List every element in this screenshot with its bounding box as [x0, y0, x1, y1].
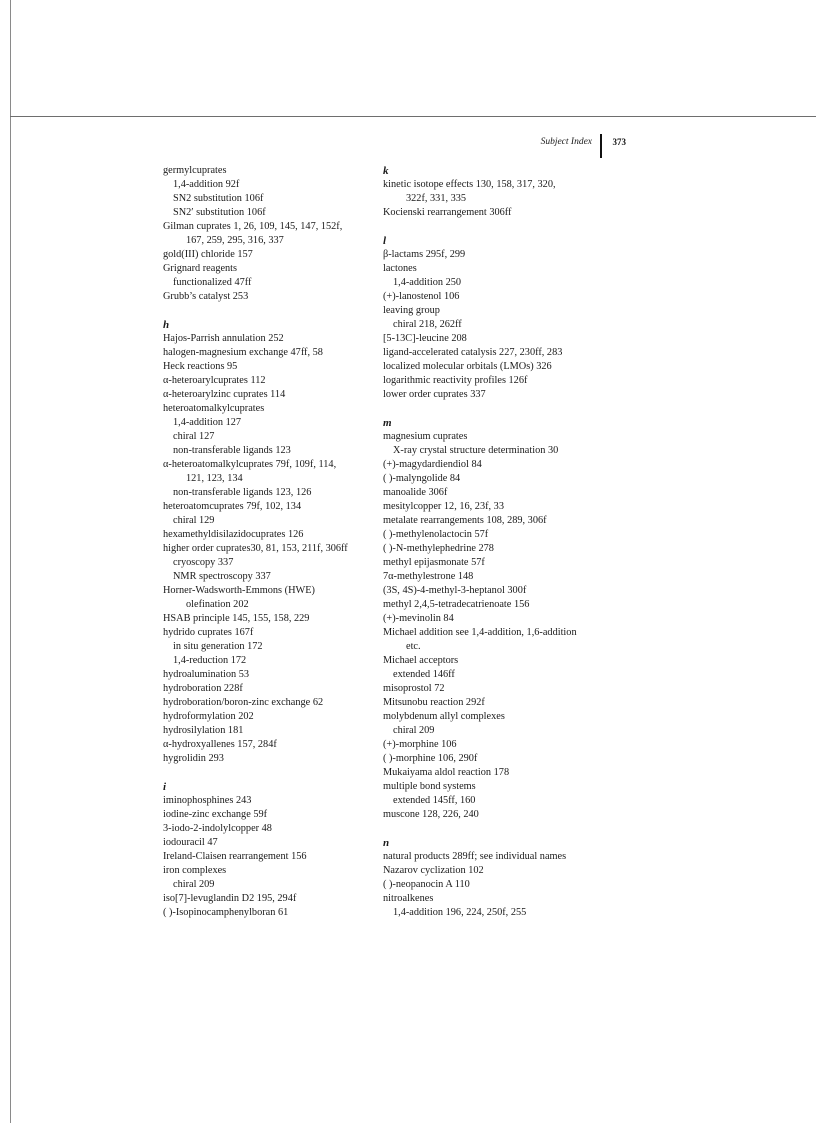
index-entry: ( )-malyngolide 84 — [383, 473, 461, 484]
index-entry: Nazarov cyclization 102 — [383, 865, 484, 876]
index-entry: HSAB principle 145, 155, 158, 229 — [163, 613, 310, 624]
index-entry: lactones — [383, 263, 417, 274]
index-subentry: 1,4-addition 196, 224, 250f, 255 — [393, 907, 527, 918]
index-subentry: extended 146ff — [393, 669, 455, 680]
section-letter: l — [383, 235, 387, 247]
index-column-left — [163, 164, 373, 920]
index-subentry: SN2′ substitution 106f — [173, 207, 266, 218]
index-entry: methyl epijasmonate 57f — [383, 557, 485, 568]
index-entry: iso[7]-levuglandin D2 195, 294f — [163, 893, 297, 904]
index-subentry: 1,4-addition 250 — [393, 277, 462, 288]
section-letter: n — [383, 837, 390, 849]
section-spacer — [163, 766, 373, 780]
index-entry: molybdenum allyl complexes — [383, 711, 505, 722]
section-spacer — [383, 220, 593, 234]
index-entry: multiple bond systems — [383, 781, 476, 792]
index-entry: Grubb’s catalyst 253 — [163, 291, 249, 302]
index-subentry: functionalized 47ff — [173, 277, 252, 288]
index-entry: iron complexes — [163, 865, 227, 876]
index-entry: manoalide 306f — [383, 487, 448, 498]
index-subentry: X-ray crystal structure determination 30 — [393, 445, 559, 456]
index-entry: (+)-morphine 106 — [383, 739, 457, 750]
index-entry: hydrosilylation 181 — [163, 725, 244, 736]
index-subentry: NMR spectroscopy 337 — [173, 571, 271, 582]
index-entry: 3-iodo-2-indolylcopper 48 — [163, 823, 272, 834]
section-letter: h — [163, 319, 170, 331]
index-entry: halogen-magnesium exchange 47ff, 58 — [163, 347, 323, 358]
index-entry: Mitsunobu reaction 292f — [383, 697, 485, 708]
index-subentry: non-transferable ligands 123 — [173, 445, 291, 456]
index-entry-continuation: 322f, 331, 335 — [406, 193, 467, 204]
index-entry: Hajos-Parrish annulation 252 — [163, 333, 284, 344]
index-entry-continuation: etc. — [406, 641, 421, 652]
crop-mark-horizontal — [10, 116, 816, 117]
index-entry: methyl 2,4,5-tetradecatrienoate 156 — [383, 599, 530, 610]
section-letter: m — [383, 417, 392, 429]
index-entry: β-lactams 295f, 299 — [383, 249, 466, 260]
index-entry: (+)-mevinolin 84 — [383, 613, 454, 624]
index-subentry: chiral 209 — [393, 725, 435, 736]
index-entry: hydroboration/boron-zinc exchange 62 — [163, 697, 324, 708]
index-subentry: chiral 129 — [173, 515, 215, 526]
index-entry: α-heteroarylcuprates 112 — [163, 375, 266, 386]
index-entry: germylcuprates — [163, 165, 227, 176]
index-subentry: chiral 209 — [173, 879, 215, 890]
index-entry: ( )-N-methylephedrine 278 — [383, 543, 494, 554]
index-entry: kinetic isotope effects 130, 158, 317, 320, — [383, 179, 556, 190]
index-entry: Gilman cuprates 1, 26, 109, 145, 147, 152f, — [163, 221, 343, 232]
index-entry-continuation: 167, 259, 295, 316, 337 — [186, 235, 284, 246]
running-head-title: Subject Index — [540, 137, 592, 147]
index-entry: magnesium cuprates — [383, 431, 468, 442]
index-entry: Michael addition see 1,4-addition, 1,6-addition — [383, 627, 577, 638]
index-entry: Horner-Wadsworth-Emmons (HWE) — [163, 585, 315, 596]
index-entry: nitroalkenes — [383, 893, 434, 904]
index-column-right — [383, 164, 593, 920]
index-entry: muscone 128, 226, 240 — [383, 809, 479, 820]
index-entry-continuation: olefination 202 — [186, 599, 249, 610]
index-subentry: cryoscopy 337 — [173, 557, 234, 568]
index-subentry: chiral 127 — [173, 431, 215, 442]
index-entry: hygrolidin 293 — [163, 753, 224, 764]
index-entry: localized molecular orbitals (LMOs) 326 — [383, 361, 552, 372]
index-entry: hydrido cuprates 167f — [163, 627, 254, 638]
crop-mark-vertical — [10, 0, 11, 1123]
index-entry: Grignard reagents — [163, 263, 238, 274]
index-entry: ( )-morphine 106, 290f — [383, 753, 478, 764]
index-subentry: 1,4-reduction 172 — [173, 655, 247, 666]
running-head-rule — [600, 134, 602, 158]
index-entry: hydroalumination 53 — [163, 669, 250, 680]
index-entry: (+)-magydardiendiol 84 — [383, 459, 482, 470]
section-spacer — [383, 822, 593, 836]
index-entry: iodine-zinc exchange 59f — [163, 809, 268, 820]
section-letter: i — [163, 781, 167, 793]
index-entry: hexamethyldisilazidocuprates 126 — [163, 529, 304, 540]
index-entry: ( )-methylenolactocin 57f — [383, 529, 489, 540]
index-entry: metalate rearrangements 108, 289, 306f — [383, 515, 547, 526]
index-entry: α-heteroatomalkylcuprates 79f, 109f, 114, — [163, 459, 337, 470]
index-entry: (3S, 4S)-4-methyl-3-heptanol 300f — [383, 585, 527, 596]
index-subentry: non-transferable ligands 123, 126 — [173, 487, 312, 498]
index-entry: ( )-neopanocin A 110 — [383, 879, 470, 890]
index-entry: [5-13C]-leucine 208 — [383, 333, 467, 344]
index-entry: natural products 289ff; see individual names — [383, 851, 567, 862]
index-entry: mesitylcopper 12, 16, 23f, 33 — [383, 501, 504, 512]
index-entry: gold(III) chloride 157 — [163, 249, 253, 260]
index-entry: lower order cuprates 337 — [383, 389, 486, 400]
index-subentry: in situ generation 172 — [173, 641, 263, 652]
index-entry: heteroatomalkylcuprates — [163, 403, 265, 414]
index-entry: Kocienski rearrangement 306ff — [383, 207, 512, 218]
index-subentry: SN2 substitution 106f — [173, 193, 264, 204]
index-entry: (+)-lanostenol 106 — [383, 291, 460, 302]
index-subentry: 1,4-addition 92f — [173, 179, 240, 190]
index-entry: α-heteroarylzinc cuprates 114 — [163, 389, 286, 400]
index-entry: heteroatomcuprates 79f, 102, 134 — [163, 501, 302, 512]
index-subentry: extended 145ff, 160 — [393, 795, 476, 806]
page-number: 373 — [612, 137, 626, 147]
index-entry: Ireland-Claisen rearrangement 156 — [163, 851, 307, 862]
index-entry: leaving group — [383, 305, 440, 316]
index-entry: iminophosphines 243 — [163, 795, 252, 806]
index-entry: misoprostol 72 — [383, 683, 445, 694]
index-entry: hydroboration 228f — [163, 683, 243, 694]
section-letter: k — [383, 165, 389, 177]
index-entry: Mukaiyama aldol reaction 178 — [383, 767, 510, 778]
section-spacer — [383, 402, 593, 416]
running-head — [480, 134, 626, 158]
index-entry: α-hydroxyallenes 157, 284f — [163, 739, 277, 750]
index-entry: iodouracil 47 — [163, 837, 218, 848]
index-entry: 7α-methylestrone 148 — [383, 571, 474, 582]
index-entry: Michael acceptors — [383, 655, 459, 666]
index-entry: hydroformylation 202 — [163, 711, 254, 722]
index-entry: logarithmic reactivity profiles 126f — [383, 375, 528, 386]
index-entry: Heck reactions 95 — [163, 361, 238, 372]
index-subentry: 1,4-addition 127 — [173, 417, 242, 428]
index-subentry: chiral 218, 262ff — [393, 319, 462, 330]
index-entry: higher order cuprates30, 81, 153, 211f, 306ff — [163, 543, 348, 554]
index-entry: ligand-accelerated catalysis 227, 230ff, 283 — [383, 347, 563, 358]
index-entry-continuation: 121, 123, 134 — [186, 473, 243, 484]
index-entry: ( )-Isopinocamphenylboran 61 — [163, 907, 289, 918]
section-spacer — [163, 304, 373, 318]
